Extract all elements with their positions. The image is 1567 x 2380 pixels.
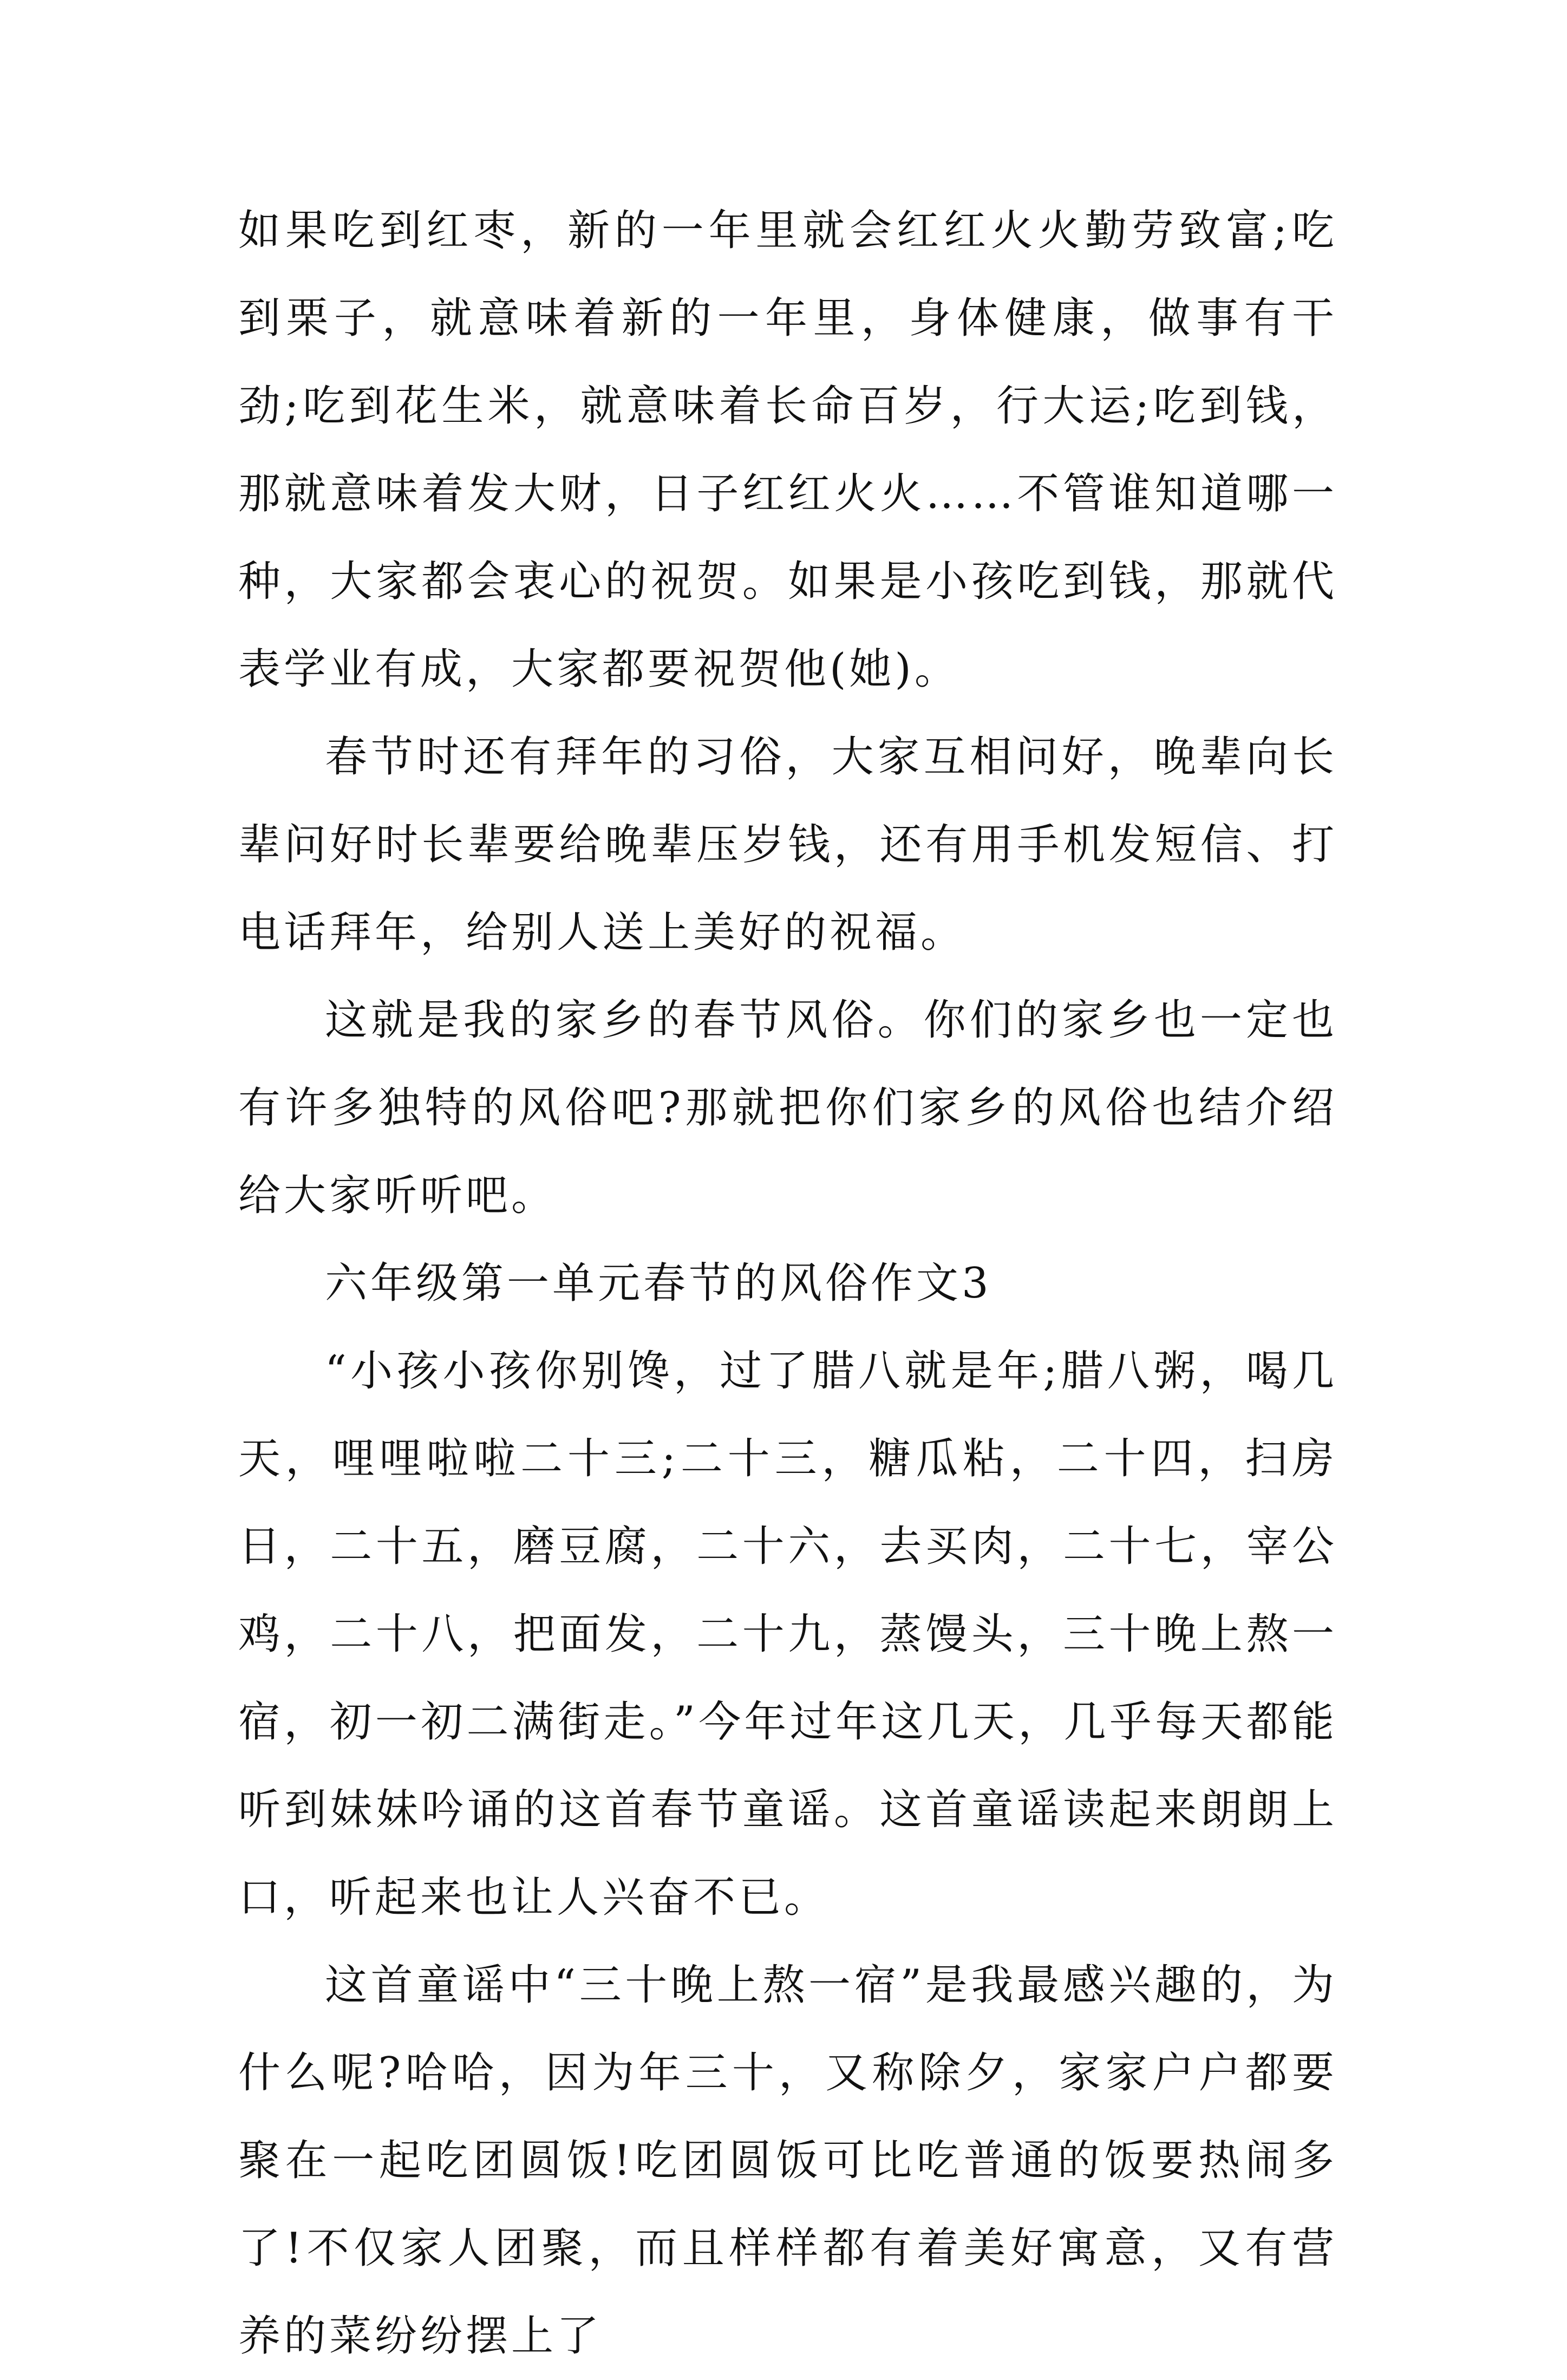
paragraph-children-rhyme: “小孩小孩你别馋，过了腊八就是年;腊八粥，喝几天，哩哩啦啦二十三;二十三，糖瓜粘，二十四，扫房日，二十五，磨豆腐，二十六，去买肉，二十七，宰公鸡，二十八，把面发，二十九，蒸馒头，三十晚上熬一宿，初一初二满街走。”今年过年这几天，几乎每天都能听到妹妹吟诵的这首春节童谣。这首童谣读起来朗朗上口，听起来也让人兴奋不已。 xyxy=(238,1347,1337,1922)
document-body xyxy=(238,187,1337,2380)
essay-heading: 六年级第一单元春节的风俗作文3 xyxy=(325,1259,992,1308)
paragraph-red-dates: 如果吃到红枣，新的一年里就会红红火火勤劳致富;吃到栗子，就意味着新的一年里，身体健康，做事有干劲;吃到花生米，就意味着长命百岁，行大运;吃到钱，那就意味着发大财，日子红红火火……不管谁知道哪一种，大家都会衷心的祝贺。如果是小孩吃到钱，那就代表学业有成，大家都要祝贺他(她)。 xyxy=(238,206,1337,694)
paragraph-hometown-customs: 这就是我的家乡的春节风俗。你们的家乡也一定也有许多独特的风俗吧?那就把你们家乡的风俗也结介绍给大家听听吧。 xyxy=(238,996,1337,1220)
paragraph-new-years-eve: 这首童谣中“三十晚上熬一宿”是我最感兴趣的，为什么呢?哈哈，因为年三十，又称除夕，家家户户都要聚在一起吃团圆饭!吃团圆饭可比吃普通的饭要热闹多了!不仅家人团聚，而且样样都有着美好寓意，又有营养的菜纷纷摆上了 xyxy=(238,1961,1337,2361)
paragraph-new-year-greetings: 春节时还有拜年的习俗，大家互相问好，晚辈向长辈问好时长辈要给晚辈压岁钱，还有用手机发短信、打电话拜年，给别人送上美好的祝福。 xyxy=(238,733,1337,957)
